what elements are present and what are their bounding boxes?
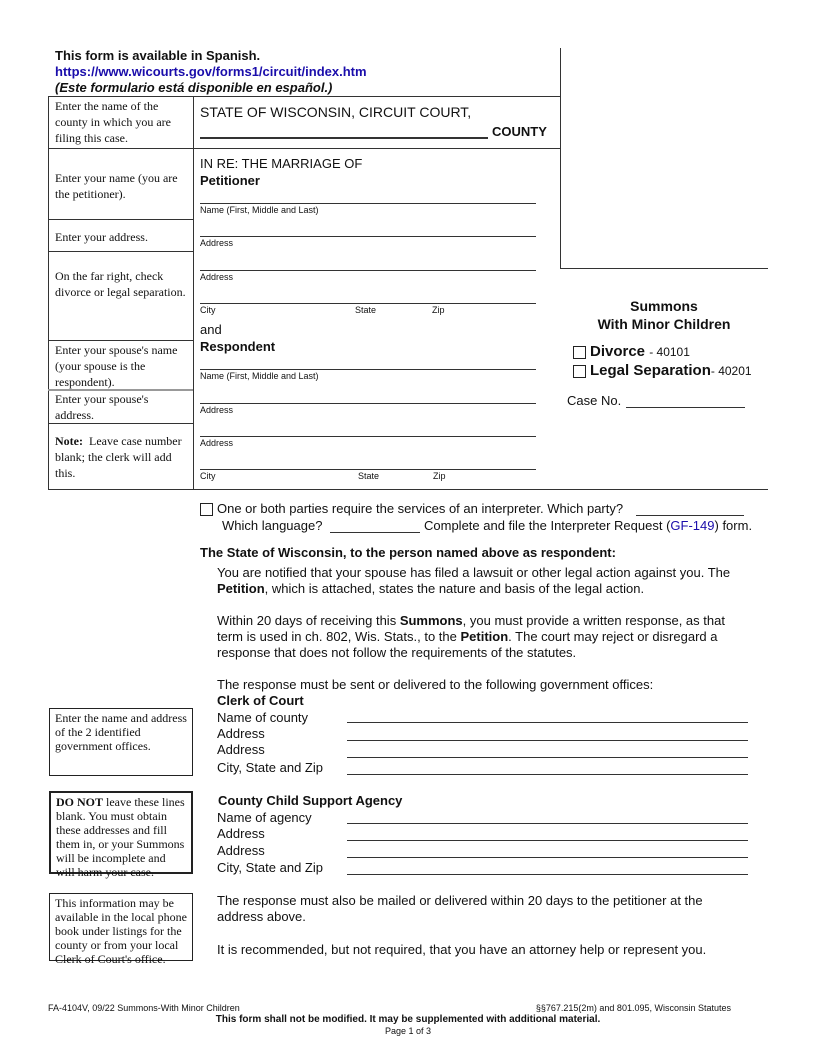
note-text: Enter the name and address of the 2 identified government offices. [55, 711, 187, 753]
petitioner-label: Petitioner [200, 173, 260, 188]
address-label: Address [200, 272, 234, 282]
agency-address2-field[interactable] [347, 857, 748, 858]
form-subtitle: With Minor Children [597, 316, 731, 332]
divider [48, 251, 193, 252]
petition-bold: Petition [460, 629, 509, 644]
petitioner-city-field[interactable] [200, 303, 536, 304]
note-label: Note: [55, 434, 83, 448]
divider [560, 48, 561, 268]
and-label: and [200, 322, 222, 337]
state-label: State [355, 305, 377, 315]
petitioner-name-field[interactable] [200, 203, 536, 204]
case-no-label: Case No. [567, 393, 622, 408]
which-party-field[interactable] [636, 515, 744, 516]
in-re-label: IN RE: THE MARRIAGE OF [200, 156, 363, 171]
respondent-address2-field[interactable] [200, 436, 536, 437]
paragraph-3: The response must be sent or delivered to the following government offices: [217, 677, 654, 692]
address-label: Address [200, 438, 234, 448]
gf-149-link[interactable]: GF-149 [670, 518, 715, 533]
zip-label: Zip [433, 471, 446, 481]
divider [48, 96, 560, 97]
divider [48, 148, 560, 149]
paragraph-4: The response must also be mailed or delivered within 20 days to the petitioner at the [217, 893, 703, 908]
respondent-name-field[interactable] [200, 369, 536, 370]
court-heading: STATE OF WISCONSIN, CIRCUIT COURT, [200, 104, 472, 120]
city-label: City [200, 471, 216, 481]
paragraph-5: It is recommended, but not required, that you have an attorney help or represent you. [217, 942, 707, 957]
address-label: Address [200, 238, 234, 248]
divorce-option [590, 343, 690, 360]
paragraph-1: You are notified that your spouse has filed a lawsuit or other legal action against you. The [217, 565, 731, 580]
form-title: Summons [630, 298, 698, 314]
divider [48, 489, 768, 490]
paragraph-2: response that does not follow the requirements of the statutes. [217, 645, 577, 660]
summons-bold: Summons [399, 613, 463, 628]
respondent-city-field[interactable] [200, 469, 536, 470]
legal-separation-label: Legal Separation [590, 362, 711, 379]
divider [48, 340, 193, 341]
petitioner-address-field[interactable] [200, 236, 536, 237]
interpreter-line1: One or both parties require the services of an interpreter. Which party? [217, 501, 624, 516]
field-label: Address [217, 742, 265, 757]
side-note-phonebook [49, 893, 193, 966]
field-label: City, State and Zip [217, 860, 323, 875]
city-label: City [200, 305, 216, 315]
legal-separation-code: - 40201 [710, 364, 752, 378]
state-label: State [358, 471, 380, 481]
field-label: Address [217, 843, 265, 858]
paragraph-2 [217, 629, 717, 644]
legal-separation-checkbox[interactable] [573, 365, 586, 378]
paragraph-text: . The court may reject or disregard a [508, 629, 718, 644]
name-label: Name (First, Middle and Last) [200, 205, 319, 215]
field-label: Name of agency [217, 810, 312, 825]
forms-link[interactable]: https://www.wicourts.gov/forms1/circuit/index.htm [55, 64, 367, 79]
interpreter-text: ) form. [714, 518, 753, 533]
paragraph-text: Within 20 days of receiving this [217, 613, 400, 628]
paragraph-1 [217, 581, 644, 596]
paragraph-4: address above. [217, 909, 306, 924]
paragraph-2 [217, 613, 725, 628]
paragraph-text: term is used in ch. 802, Wis. Stats., to the [217, 629, 461, 644]
interpreter-checkbox[interactable] [200, 503, 213, 516]
county-field[interactable] [200, 137, 488, 139]
clerk-city-field[interactable] [347, 774, 748, 775]
clerk-address2-field[interactable] [347, 757, 748, 758]
name-label: Name (First, Middle and Last) [200, 371, 319, 381]
page-number: Page 1 of 3 [384, 1026, 432, 1036]
petitioner-address2-field[interactable] [200, 270, 536, 271]
which-language-field[interactable] [330, 532, 420, 533]
legal-separation-option [590, 362, 752, 379]
divider [48, 219, 193, 220]
footer-notice: This form shall not be modified. It may be supplemented with additional material. [215, 1014, 601, 1025]
petition-bold: Petition [217, 581, 265, 596]
divorce-code: - 40101 [649, 345, 690, 359]
side-note-offices [49, 708, 193, 776]
divorce-label: Divorce [590, 343, 646, 360]
zip-label: Zip [432, 305, 445, 315]
spanish-italic-note: (Este formulario está disponible en español.) [55, 80, 333, 95]
divider [193, 96, 194, 489]
field-label: Address [217, 826, 265, 841]
respondent-label: Respondent [200, 339, 276, 354]
interpreter-line2 [424, 518, 752, 533]
address-label: Address [200, 405, 234, 415]
note-text: This information may be available in the local phone book under listings for the county or from your local Clerk of Court's office. [55, 896, 187, 966]
divorce-checkbox[interactable] [573, 346, 586, 359]
instruction-county: Enter the name of the county in which you are filing this case. [55, 99, 171, 145]
divider [48, 96, 49, 489]
clerk-address-field[interactable] [347, 740, 748, 741]
note-text: leave these lines blank. You must obtain these addresses and fill them in, or your Summons will be incomplete and will harm your case. [56, 795, 185, 879]
spanish-note: This form is available in Spanish. [55, 48, 261, 63]
divider [560, 268, 768, 269]
respondent-address-field[interactable] [200, 403, 536, 404]
agency-city-field[interactable] [347, 874, 748, 875]
statutes: §§767.215(2m) and 801.095, Wisconsin Statutes [535, 1003, 731, 1013]
paragraph-text: , you must provide a written response, as that [462, 613, 725, 628]
interpreter-text: Complete and file the Interpreter Request ( [424, 518, 671, 533]
agency-name-field[interactable] [347, 823, 748, 824]
side-note-warning [49, 791, 193, 879]
agency-address-field[interactable] [347, 840, 748, 841]
field-label: Name of county [217, 710, 309, 725]
divider [48, 423, 193, 424]
instruction-spouse-address: Enter your spouse's address. [55, 392, 149, 422]
county-label: COUNTY [492, 124, 547, 139]
instruction-spouse-name: Enter your spouse's name (your spouse is the respondent). [55, 343, 178, 389]
body-heading: The State of Wisconsin, to the person named above as respondent: [200, 545, 616, 560]
case-no-field[interactable] [626, 407, 745, 408]
instruction-note [55, 433, 187, 481]
do-not-label: DO NOT [56, 795, 104, 809]
which-language-label: Which language? [222, 518, 323, 533]
paragraph-text: , which is attached, states the nature and basis of the legal action. [264, 581, 645, 596]
instruction-address: Enter your address. [55, 230, 148, 244]
instruction-name: Enter your name (you are the petitioner). [55, 171, 178, 201]
field-label: City, State and Zip [217, 760, 323, 775]
field-label: Address [217, 726, 265, 741]
form-id: FA-4104V, 09/22 Summons-With Minor Children [48, 1003, 240, 1013]
agency-heading: County Child Support Agency [218, 793, 403, 808]
note-text: Leave case number blank; the clerk will add this. [55, 434, 182, 480]
instruction-check: On the far right, check divorce or legal separation. [55, 269, 186, 299]
clerk-county-field[interactable] [347, 722, 748, 723]
clerk-heading: Clerk of Court [217, 693, 304, 708]
